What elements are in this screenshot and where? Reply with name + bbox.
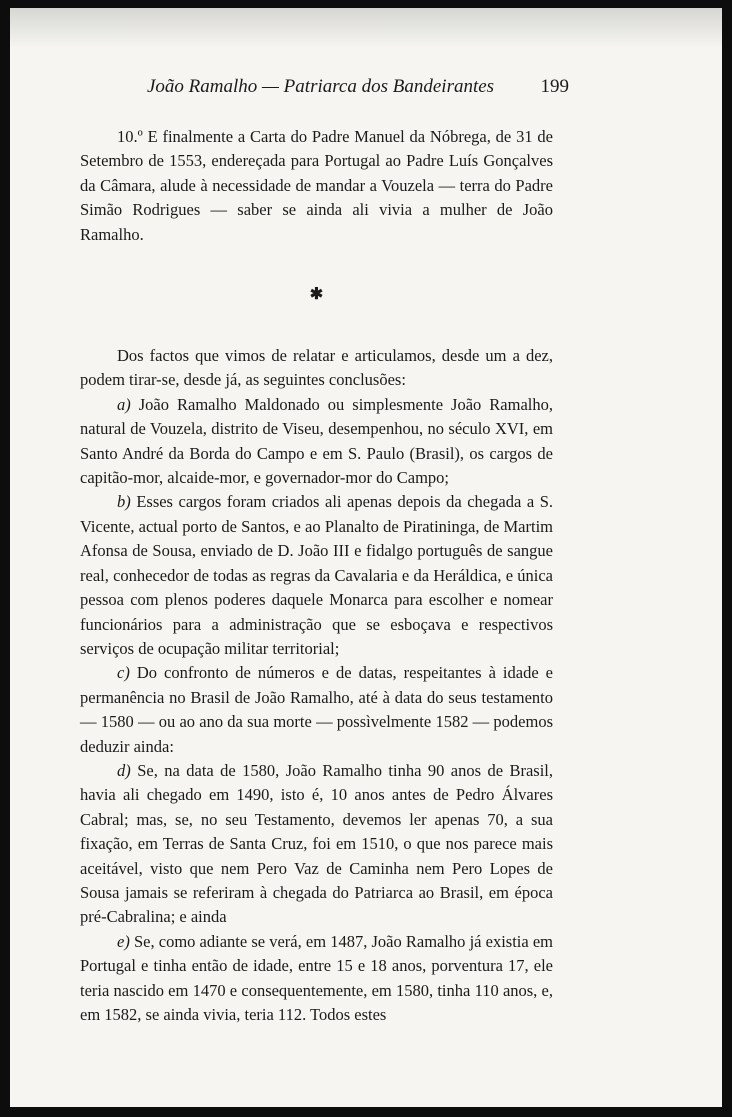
paragraph-conclusions-intro <box>80 344 553 393</box>
running-header <box>147 76 569 102</box>
conclusion-e <box>80 930 553 1028</box>
page-number: 199 <box>540 76 569 97</box>
item-label: e) <box>117 931 130 951</box>
conclusion-b <box>80 490 553 661</box>
asterisk-ornament: ✱ <box>309 286 324 304</box>
paragraph-text: 10.º E finalmente a Carta do Padre Manuel da Nóbrega, de 31 de Setembro de 1553, endereçada para Portugal ao Padre Luís Gonçalves da Câmara, alude à necessidade de mandar a Vouzela — terra do Padre Simão Rodrigues — saber se ainda ali vivia a mulher de João Ramalho. <box>80 127 553 244</box>
running-title: João Ramalho — Patriarca dos Bandeirantes <box>147 76 495 97</box>
paragraph-text: João Ramalho Maldonado ou simplesmente João Ramalho, natural de Vouzela, distrito de Viseu, desempenhou, no século XVI, em Santo André da Borda do Campo e em S. Paulo (Brasil), os cargos de capitão-mor, alcaide-mor, e governador-mor do Campo; <box>80 394 553 488</box>
conclusion-a <box>80 393 553 491</box>
conclusion-c <box>80 661 553 759</box>
paragraph-text: Do confronto de números e de datas, respeitantes à idade e permanência no Brasil de João Ramalho, até à data do seus testamento — 1580 — ou ao ano da sua morte — possìvelmente 1582 — podemos deduzir ainda: <box>80 663 553 756</box>
section-separator <box>80 247 553 344</box>
paragraph-10 <box>80 125 553 247</box>
book-page <box>10 8 722 1107</box>
paragraph-text: Dos factos que vimos de relatar e articulamos, desde um a dez, podem tirar-se, desde já, as seguintes conclusões: <box>80 346 553 390</box>
item-label: d) <box>117 760 131 780</box>
paragraph-text: Esses cargos foram criados ali apenas depois da chegada a S. Vicente, actual porto de Santos, e ao Planalto de Piratininga, de Martim Afonsa de Sousa, enviado de D. João III e fidalgo português de sangue real, conhecedor de todas as regras da Cavalaria e da Heráldica, e única pessoa com plenos poderes daquele Monarca para escolher e nomear funcionários para a administração que se esboçava e respectivos serviços de ocupação militar territorial; <box>80 492 554 658</box>
item-label: c) <box>117 663 130 683</box>
body-text <box>80 125 553 1027</box>
paragraph-text: Se, como adiante se verá, em 1487, João Ramalho já existia em Portugal e tinha então de idade, entre 15 e 18 anos, porventura 17, ele teria nascido em 1470 e consequentemente, em 1580, tinha 110 anos, e, em 1582, se ainda vivia, teria 112. Todos estes <box>80 931 554 1024</box>
item-label: b) <box>117 492 131 512</box>
conclusion-d <box>80 759 553 930</box>
item-label: a) <box>117 394 131 414</box>
paragraph-text: Se, na data de 1580, João Ramalho tinha 90 anos de Brasil, havia ali chegado em 1490, isto é, 10 anos antes de Pedro Álvares Cabral; mas, se, no seu Testamento, devemos ler apenas 70, a sua fixação, em Terras de Santa Cruz, foi em 1510, o que nos parece mais aceitável, visto que nem Pero Vaz de Caminha nem Pero Lopes de Sousa jamais se referiram à chegada do Patriarca ao Brasil, em época pré-Cabralina; e ainda <box>80 760 553 927</box>
